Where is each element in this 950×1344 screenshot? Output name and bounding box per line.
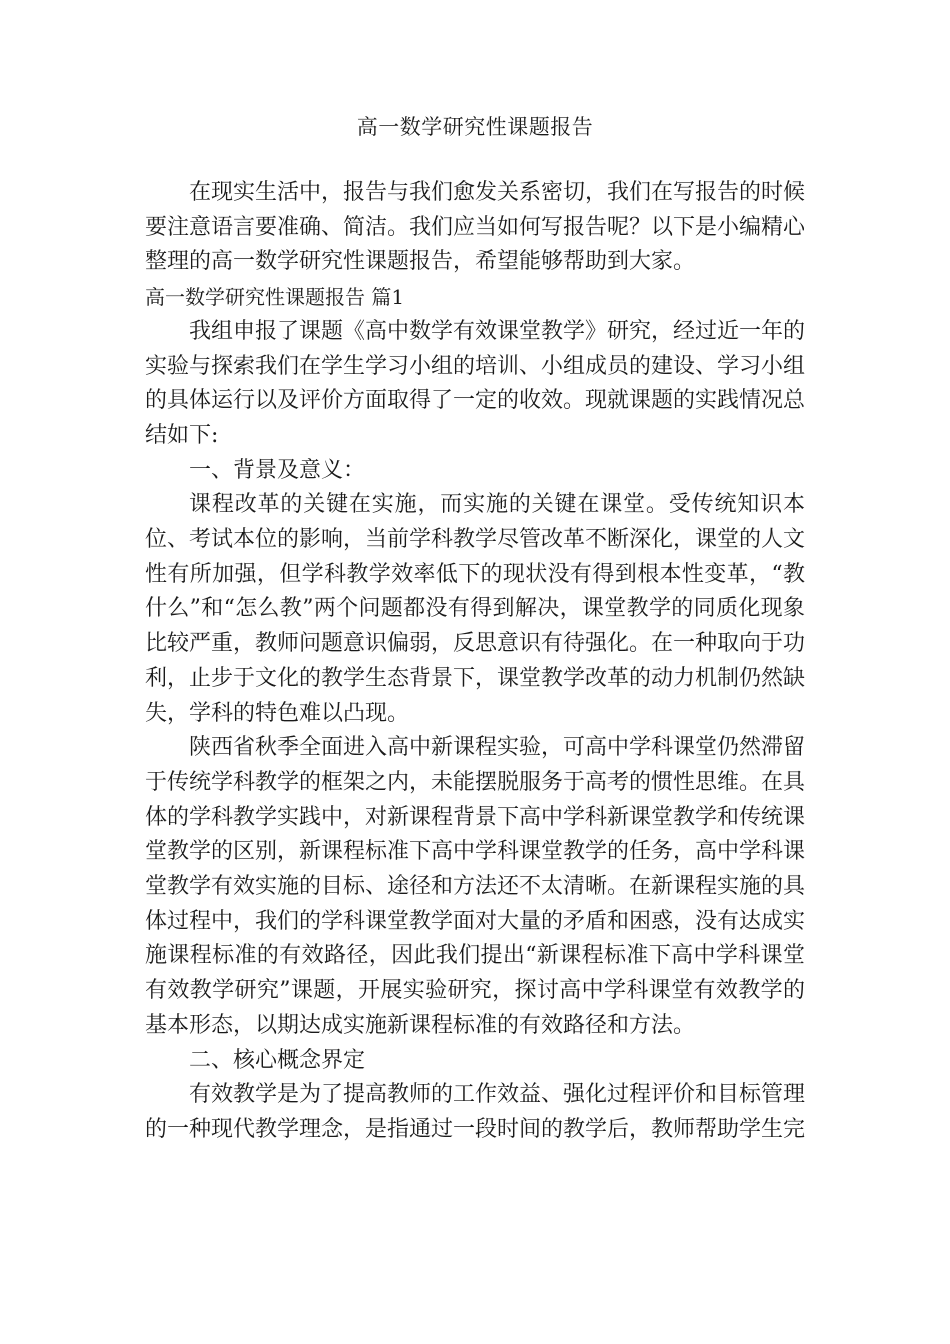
report-heading: 高一数学研究性课题报告 篇1	[145, 285, 405, 310]
paragraph-core-concepts: 有效教学是为了提高教师的工作效益、强化过程评价和目标管理的一种现代教学理念，是指通过一段时间的教学后，教师帮助学生完	[145, 1082, 806, 1142]
section-heading-core-concepts: 二、核心概念界定	[189, 1047, 366, 1073]
section-heading-background: 一、背景及意义：	[189, 457, 366, 483]
document-body	[145, 176, 805, 1148]
intro-paragraph: 在现实生活中，报告与我们愈发关系密切，我们在写报告的时候要注意语言要准确、简洁。我们应当如何写报告呢？以下是小编精心整理的高一数学研究性课题报告，希望能够帮助到大家。	[145, 180, 806, 275]
paragraph-background-2: 陕西省秋季全面进入高中新课程实验，可高中学科课堂仍然滞留于传统学科教学的框架之内，未能摆脱服务于高考的惯性思维。在具体的学科教学实践中，对新课程背景下高中学科新课堂教学和传统课堂教学的区别，新课程标准下高中学科课堂教学的任务，高中学科课堂教学有效实施的目标、途径和方法还不太清晰。在新课程实施的具体过程中，我们的学科课堂教学面对大量的矛盾和困惑，没有达成实施课程标准的有效路径，因此我们提出“新课程标准下高中学科课堂有效教学研究”课题，开展实验研究，探讨高中学科课堂有效教学的基本形态，以期达成实施新课程标准的有效路径和方法。	[145, 735, 806, 1038]
paragraph-project-summary: 我组申报了课题《高中数学有效课堂教学》研究，经过近一年的实验与探索我们在学生学习小组的培训、小组成员的建设、学习小组的具体运行以及评价方面取得了一定的收效。现就课题的实践情况总结如下:	[145, 318, 806, 448]
document-title: 高一数学研究性课题报告	[356, 115, 594, 139]
paragraph-background-1: 课程改革的关键在实施，而实施的关键在课堂。受传统知识本位、考试本位的影响，当前学科教学尽管改革不断深化，课堂的人文性有所加强，但学科教学效率低下的现状没有得到根本性变革，“教什么”和“怎么教”两个问题都没有得到解决，课堂教学的同质化现象比较严重，教师问题意识偏弱，反思意识有待强化。在一种取向于功利，止步于文化的教学生态背景下，课堂教学改革的动力机制仍然缺失，学科的特色难以凸现。	[145, 492, 806, 726]
